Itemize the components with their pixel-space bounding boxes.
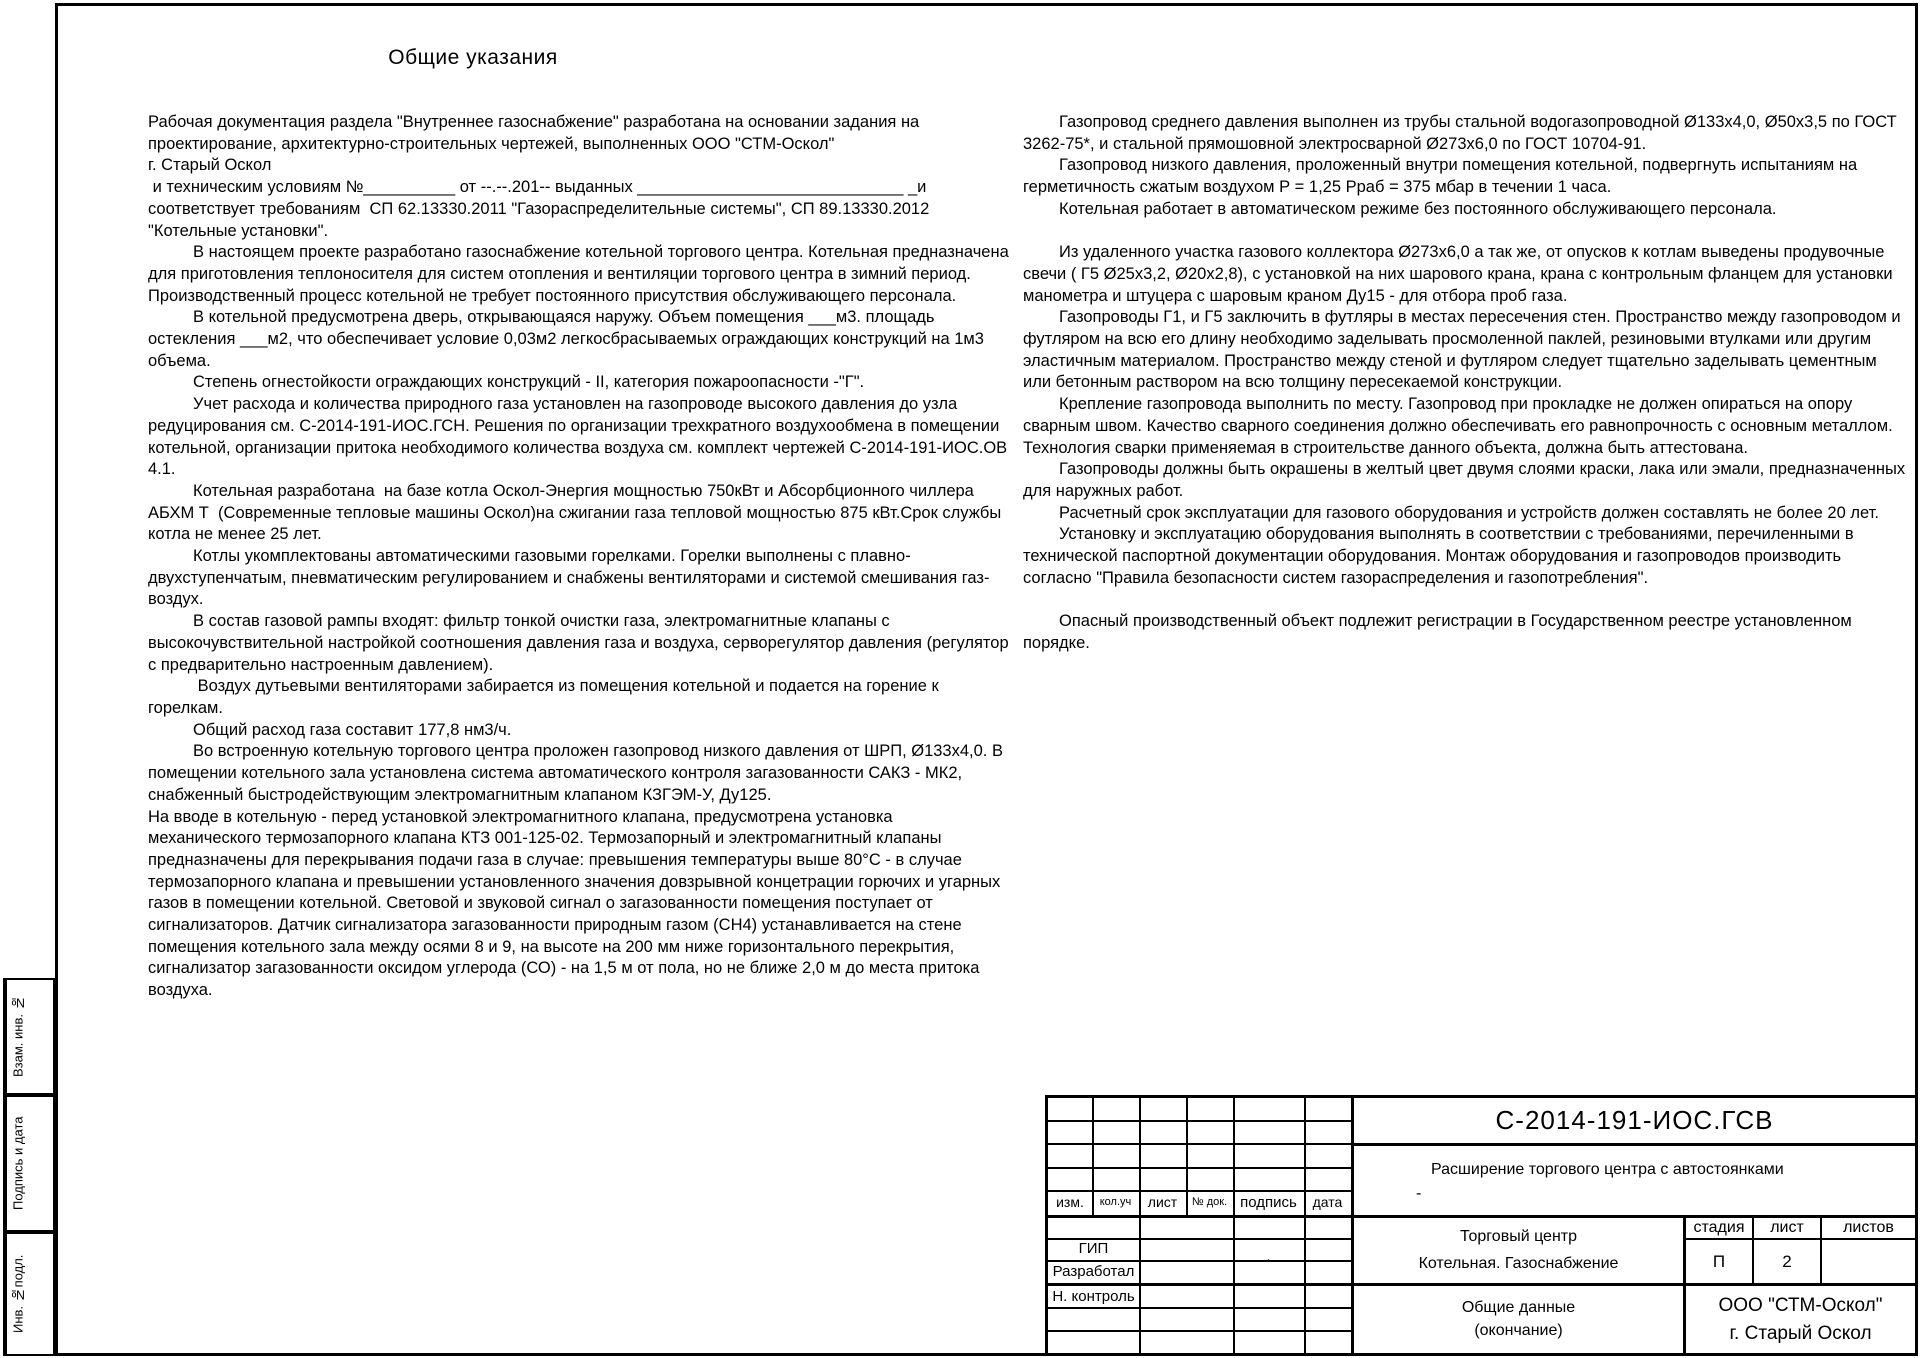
grid-line [1048,1167,1354,1169]
sheet-title-cell [1354,1286,1683,1353]
paragraph: Котельная разработана на базе котла Оскол-Энергия мощностью 750кВт и Абсорбционного чиллера АБХМ Т (Современные тепловые машины Оскол)на сжигании газа тепловой мощностью 875 кВт.Срок службы котла не менее 25 лет. [148,481,1006,544]
object-line1: Торговый центр [1459,1227,1578,1245]
role-razrabotal: Разработал [1052,1262,1135,1280]
paragraph: Газопроводы Г1, и Г5 заключить в футляры в местах пересечения стен. Пространство между газопроводом и футляром на всю его длину необходимо заделывать просмоленной паклей, резиновыми втулками или другим эластичным материалом. Пространство между стеной и футляром следует тщательно заделывать цементным или бетонным раствором на всю толщину пересекаемой конструкции. [1023,308,1906,392]
paragraph: соответствует требованиям СП 62.13330.2011 "Газораспределительные системы", СП 89.13330.2012 "Котельные установки". [148,199,934,240]
paragraph: Учет расхода и количества природного газа установлен на газопроводе высокого давления до узла редуцирования см. С-2014-191-ИОС.ГСН. Решения по организации трехкратного воздухообмена в помещении котельной, организации притока необходимого количества воздуха см. комплект чертежей С-2014-191-ИОС.ОВ 4.1. [148,395,1012,479]
column-header-ndok: № док. [1191,1196,1228,1209]
paragraph: Газопроводы должны быть окрашены в желтый цвет двумя слоями краски, лака или эмали, предназначенных для наружных работ. [1023,460,1910,500]
paragraph: Котлы укомплектованы автоматическими газовыми горелками. Горелки выполнены с плавно-двухступенчатым, пневматическим регулированием и снабжены вентиляторами и системой смешивания газ- воздух. [148,547,995,609]
object-name-cell [1354,1218,1683,1283]
grid-line [1139,1098,1141,1353]
column-header-podpis: подпись [1240,1193,1297,1211]
object-line2: Котельная. Газоснабжение [1418,1255,1619,1272]
stage-header: стадия [1693,1218,1745,1236]
paragraph: Во встроенную котельную торгового центра проложен газопровод низкого давления от ШРП, Ø133х4,0. В помещении котельного зала установлена система автоматического контроля загазованности САКЗ - МК2, снабженный быстродействующим электромагнитным клапаном КЗГЭМ-У, Ду125. [148,742,1008,804]
grid-line [1233,1098,1235,1353]
page-title: Общие указания [388,46,558,69]
side-stamp-podpis-data [3,1095,55,1232]
organization-line2: г. Старый Оскол [1729,1322,1872,1344]
stage-value: П [1712,1251,1726,1271]
column-header-koluch: кол.уч [1099,1196,1132,1209]
paragraph: Газопровод среднего давления выполнен из трубы стальной водогазопроводной Ø133х4,0, Ø50х3,5 по ГОСТ 3262-75*, и стальной прямошовной электросварной Ø273х6,0 по ГОСТ 10704-91. [1023,113,1902,153]
grid-line [1048,1307,1354,1309]
title-block [1045,1095,1918,1356]
paragraph: Установку и эксплуатацию оборудования выполнять в соответствии с требованиями, перечиленными в технической паспортной документации оборудования. Монтаж оборудования и газопроводов производить согласно "Правила безопасности систем газораспределения и газопотребления". [1023,525,1859,587]
sheet-header: лист [1770,1218,1804,1236]
side-stamp-empty-cell [29,1234,53,1354]
side-stamp-empty-cell [29,1097,53,1230]
sheets-value [1822,1240,1915,1283]
column-header-data: дата [1312,1194,1343,1211]
organization-line1: ООО "СТМ-Оскол" [1718,1294,1883,1316]
project-name-cell [1354,1146,1915,1215]
paragraph: г. Старый Оскол [148,156,272,175]
paragraph: Степень огнестойкости ограждающих конструкций - II, категория пожароопасности -"Г". [193,373,865,392]
grid-line [1048,1120,1354,1122]
grid-line [1304,1098,1306,1353]
paragraph: В котельной предусмотрена дверь, открывающаяся наружу. Объем помещения ___м3. площадь остекления ___м2, что обеспечивает условие 0,03м2 легкосбрасываемых ограждающих конструкций на 1м3 объема. [148,308,989,370]
paragraph: Рабочая документация раздела "Внутреннее газоснабжение" разработана на основании задания на проектирование, архитектурно-строительных чертежей, выполненных ООО "СТМ-Оскол" [148,113,924,153]
paragraph: В состав газовой рампы входят: фильтр тонкой очистки газа, электромагнитные клапаны с высокочувствительной настройкой соотношения давления газа и воздуха, серворегулятор давления (регулятор с предварительно настроенным давлением). [148,612,1014,674]
role-gip: ГИП [1078,1240,1109,1258]
paragraph: Общий расход газа составит 177,8 нм3/ч. [193,720,512,739]
paragraph: В настоящем проекте разработано газоснабжение котельной торгового центра. Котельная предназначена для приготовления теплоносителя для систем отопления и вентиляции торгового центра в зимний период. Производственный процесс котельной не требует постоянного присутствия обслуживающего персонала. [148,243,1014,305]
document-number: С-2014-191-ИОС.ГСВ [1495,1104,1774,1135]
project-name: Расширение торгового центра с автостоянками [1431,1161,1784,1178]
sheets-header: листов [1843,1218,1894,1236]
paragraph: Крепление газопровода выполнить по месту. Газопровод при прокладке не должен опираться на опору сварным швом. Качество сварного соединения должно обеспечивать его равнопрочность с основным металлом. Технология сварки применяемая в строительстве данного объекта, должна быть аттестована. [1023,395,1898,457]
side-stamp-inv-podl [3,1232,55,1356]
paragraph: Газопровод низкого давления, проложенный внутри помещения котельной, подвергнуть испытаниям на герметичность сжатым воздухом Р = 1,25 Рраб = 375 мбар в течении 1 часа. [1023,156,1862,197]
sheet-title-line2: (окончание) [1474,1321,1563,1339]
signature-mark: . [1266,1248,1271,1266]
side-stamp-vzam-inv [3,978,55,1095]
side-stamp-label: Взам. инв. № [5,980,29,1093]
side-stamp-label: Подпись и дата [5,1097,29,1230]
side-stamp-empty-cell [29,980,53,1093]
side-stamp-label: Инв. №подл. [5,1234,29,1354]
paragraph: Воздух дутьевыми вентиляторами забирается из помещения котельной и подается на горение к горелкам. [148,677,944,717]
column-header-list: лист [1147,1194,1178,1211]
right-column [1023,112,1909,655]
sheet-value: 2 [1782,1251,1792,1271]
column-header-izm: изм. [1056,1194,1084,1211]
paragraph: Расчетный срок эксплуатации для газового оборудования и устройств должен составлять не более 20 лет. [1059,503,1879,522]
paragraph: и техническим условиям №__________ от --.--.201-- выданных _____________________________ _и [148,178,927,197]
paragraph: Котельная работает в автоматическом режиме без постоянного обслуживающего персонала. [1059,199,1777,218]
paragraph: На вводе в котельную - перед установкой электромагнитного клапана, предусмотрена установка механического термозапорного клапана КТЗ 001-125-02. Термозапорный и электромагнитный клапаны предназначены для перекрывания подачи газа в случае: превышения температуры выше 80°С - в случае термозапорного клапана и превышении установленного значения довзрывной концетрации горючих и угарных газов в помещении котельной. Световой и звуковой сигнал о загазованности помещения поступает от сигнализаторов. Датчик сигнализатора загазованности природным газом (СН4) устанавливается на стене помещения котельного зала между осями 8 и 9, на высоте на 200 мм ниже горизонтального перекрытия, сигнализатор загазованности оксидом углерода (СО) - на 1,5 м от пола, но не ближе 2,0 м до места притока воздуха. [148,807,1005,1000]
grid-line [1048,1330,1354,1332]
role-nkontrol: Н. контроль [1052,1287,1135,1305]
paragraph: Опасный производственный объект подлежит регистрации в Государственном реестре установленном порядке. [1023,612,1857,652]
grid-line [1048,1215,1354,1218]
left-column [148,112,1014,1002]
paragraph: Из удаленного участка газового коллектора Ø273х6,0 а так же, от опусков к котлам выведены продувочные свечи ( Г5 Ø25х3,2, Ø20х2,8), с установкой на них шарового крана, крана с контрольным фланцем для установки манометра и штуцера с шаровым краном Ду15 - для отбора проб газа. [1023,243,1898,305]
sheet-title-line1: Общие данные [1461,1299,1576,1317]
project-name-line2: - [1416,1185,1422,1202]
organization-cell [1686,1286,1915,1353]
grid-line [1048,1143,1354,1145]
